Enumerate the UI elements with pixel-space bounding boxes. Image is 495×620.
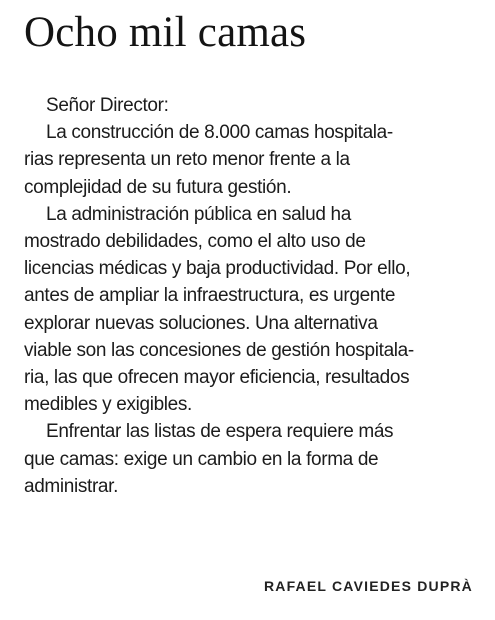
paragraph-2-line-8: medibles y exigibles. xyxy=(24,394,192,416)
headline: Ocho mil camas xyxy=(24,9,307,56)
paragraph-1-line-3: complejidad de su futura gestión. xyxy=(24,176,292,198)
paragraph-3-line-1: Enfrentar las listas de espera requiere más xyxy=(46,421,394,443)
paragraph-2-line-1: La administración pública en salud ha xyxy=(46,203,351,225)
letter-body xyxy=(24,92,484,500)
paragraph-2-line-2: mostrado debilidades, como el alto uso de xyxy=(24,231,366,253)
paragraph-3-line-2: que camas: exige un cambio en la forma de xyxy=(24,448,379,470)
paragraph-2-line-3: licencias médicas y baja productividad. Por ello, xyxy=(24,258,411,280)
author-signature: RAFAEL CAVIEDES DUPRÀ xyxy=(263,578,473,594)
paragraph-3-line-3: administrar. xyxy=(24,475,119,497)
paragraph-2-line-5: explorar nuevas soluciones. Una alternativa xyxy=(24,312,378,334)
paragraph-1-line-1: La construcción de 8.000 camas hospitala- xyxy=(46,122,393,144)
paragraph-2-line-4: antes de ampliar la infraestructura, es urgente xyxy=(24,285,396,307)
paragraph-2-line-7: ria, las que ofrecen mayor eficiencia, resultados xyxy=(24,367,410,389)
paragraph-1-line-2: rias representa un reto menor frente a la xyxy=(24,149,350,171)
salutation: Señor Director: xyxy=(46,95,169,116)
paragraph-2-line-6: viable son las concesiones de gestión hospitala- xyxy=(24,339,414,361)
